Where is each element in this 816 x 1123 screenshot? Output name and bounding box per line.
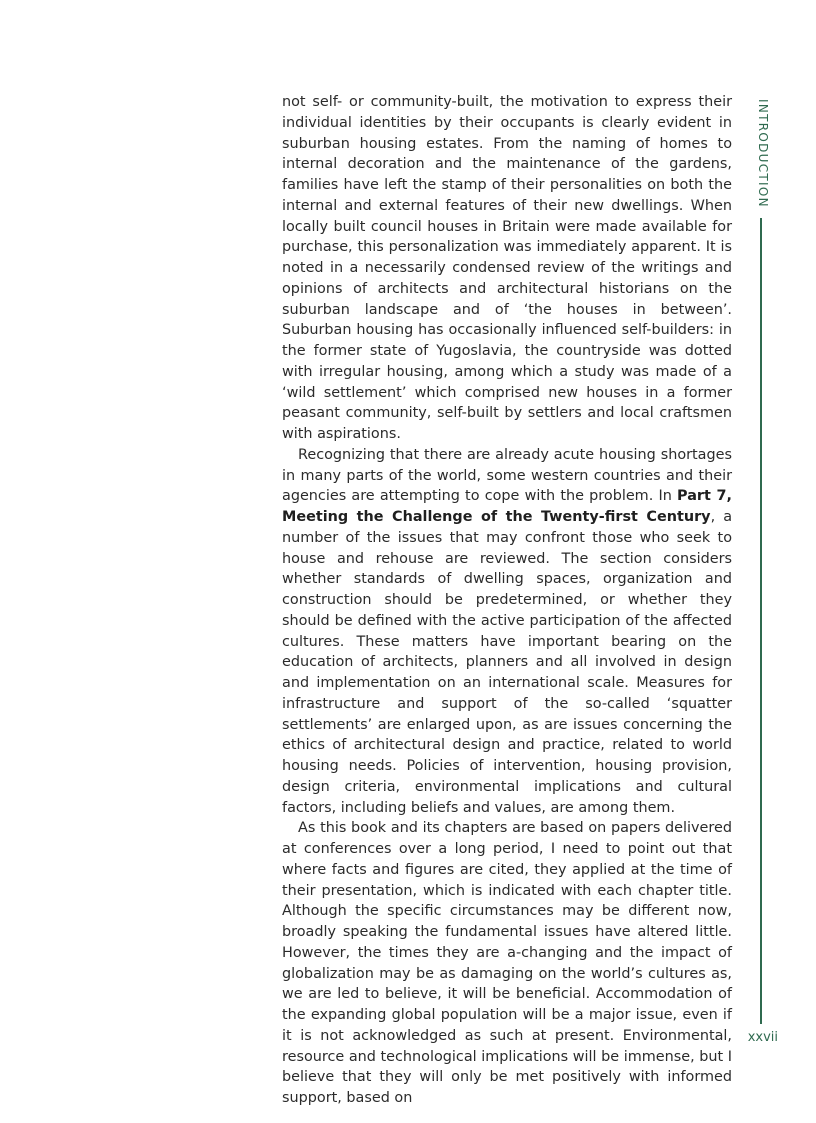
body-text bbox=[282, 92, 732, 1109]
part-7-title: Part 7, Meeting the Challenge of the Twenty-first Century bbox=[282, 488, 732, 525]
paragraph-part-7 bbox=[282, 445, 732, 819]
paragraph-suburban-housing: not self- or community-built, the motivation to express their individual identities by their occupants is clearly evident in suburban housing estates. From the naming of homes to internal decoration and the maintenance of the gardens, families have left the stamp of their personalities on both the internal and external features of their new dwellings. When locally built council houses in Britain were made available for purchase, this personalization was immediately apparent. It is noted in a necessarily condensed review of the writings and opinions of architects and architectural historians on the suburban landscape and of ‘the houses in between’. Suburban housing has occasionally influenced self-builders: in the former state of Yugoslavia, the countryside was dotted with irregular housing, among which a study was made of a ‘wild settlement’ which comprised new houses in a former peasant community, self-built by settlers and local craftsmen with aspirations. bbox=[282, 94, 732, 442]
margin-rule bbox=[760, 218, 762, 1024]
paragraph-part-7-rest: , a number of the issues that may confront those who seek to house and rehouse are reviewed. The section considers whether standards of dwelling spaces, organization and construction should be predetermined, or whether they should be defined with the active participation of the affected cultures. These matters have important bearing on the education of architects, planners and all involved in design and implementation on an international scale. Measures for infrastructure and support of the so-called ‘squatter settlements’ are enlarged upon, as are issues concerning the ethics of architectural design and practice, related to world housing needs. Policies of intervention, housing provision, design criteria, environmental implications and cultural factors, including beliefs and values, are among them. bbox=[282, 509, 733, 816]
paragraph-conferences: As this book and its chapters are based on papers delivered at conferences over a long period, I need to point out that where facts and figures are cited, they applied at the time of their presentation, which is indicated with each chapter title. Although the specific circumstances may be different now, broadly speaking the fundamental issues have altered little. However, the times they are a-changing and the impact of globalization may be as damaging on the world’s cultures as, we are led to believe, it will be beneficial. Accommodation of the expanding global population will be a major issue, even if it is not acknowledged as such at present. Environmental, resource and technological implications will be immense, but I believe that they will only be met positively with informed support, based on bbox=[282, 820, 732, 1106]
paragraph-part-7-lead: Recognizing that there are already acute housing shortages in many parts of the world, some western countries and their agencies are attempting to cope with the problem. In bbox=[282, 446, 732, 505]
running-head: INTRODUCTION bbox=[756, 99, 770, 208]
page-number: xxvii bbox=[747, 1030, 778, 1045]
